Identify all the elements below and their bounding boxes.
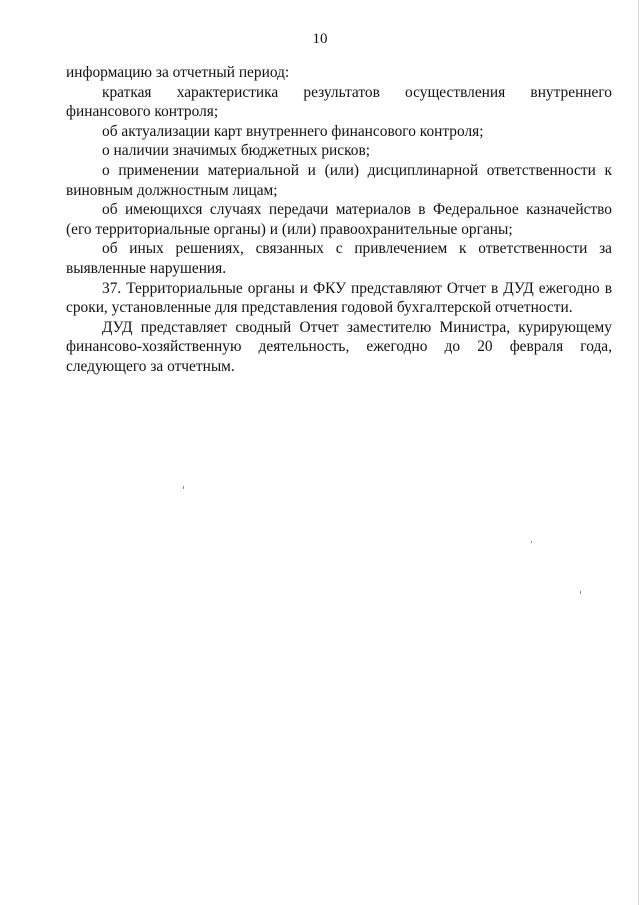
scan-speck [183, 486, 184, 489]
scan-speck [580, 591, 581, 594]
document-body [66, 63, 612, 377]
paragraph-intro: информацию за отчетный период: [66, 64, 290, 81]
scan-edge-line [638, 0, 639, 905]
paragraph-other-decisions-item: об иных решениях, связанных с привлечением к ответственности за выявленные нарушения. [66, 240, 612, 277]
paragraph-control-maps-item: об актуализации карт внутреннего финансового контроля; [102, 122, 484, 140]
page-number: 10 [312, 31, 328, 47]
paragraph-summary-item: краткая характеристика результатов осуществления внутреннего финансового контроля; [66, 83, 612, 121]
scan-speck [531, 541, 532, 543]
paragraph-liability-item: о применении материальной и (или) дисциплинарной ответственности к виновным должностным лицам; [66, 161, 612, 199]
paragraph-budget-risks-item: о наличии значимых бюджетных рисков; [102, 142, 371, 160]
paragraph-consolidated-report: ДУД представляет сводный Отчет заместителю Министра, курирующему финансово-хозяйственную деятельность, ежегодно до 20 февраля года, следующего за отчетным. [66, 318, 612, 375]
paragraph-section-37: 37. Территориальные органы и ФКУ представляют Отчет в ДУД ежегодно в сроки, установленные для представления годовой бухгалтерской отчетности. [66, 279, 612, 317]
paragraph-materials-transfer-item: об имеющихся случаях передачи материалов в Федеральное казначейство (его территориальные органы) и (или) правоохранительные органы; [66, 201, 612, 238]
